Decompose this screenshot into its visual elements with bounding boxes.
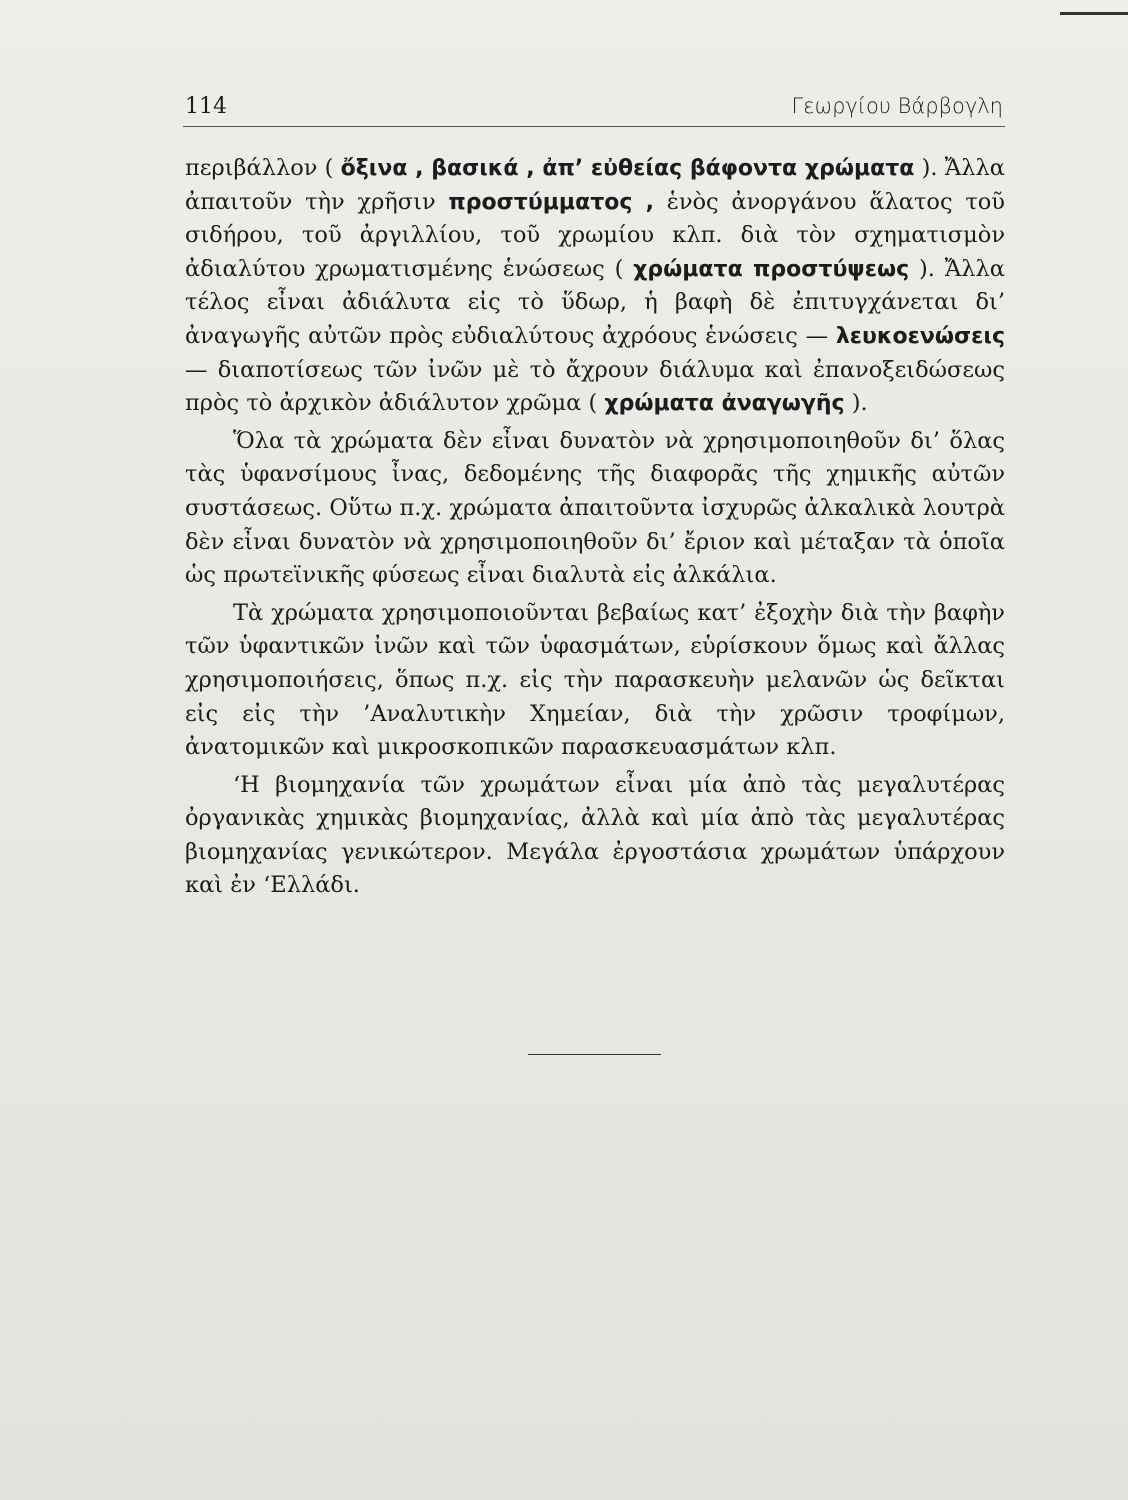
page-number: 114 — [185, 94, 227, 119]
running-title: Γεωργίου Βάρβογλη — [791, 94, 1003, 118]
end-rule — [528, 1054, 661, 1055]
text-run: ). — [844, 390, 868, 417]
scan-edge — [1060, 0, 1128, 15]
text-run: ‘Η βιομηχανία τῶν χρωμάτων εἶναι μία ἀπὸ τὰς μεγαλυτέρας ὀργανικὰς χημικὰς βιομηχανίας, ἀλλὰ καὶ μία ἀπὸ τὰς μεγαλυτέρας βιομηχανίας γενικώτερον. Μεγάλα ἐργοστάσια χρωμάτων ὑπάρχουν καὶ ἐν ‘Ελλάδι. — [185, 771, 1005, 899]
paragraph — [185, 425, 1005, 593]
body-text — [185, 152, 1005, 907]
page-header — [183, 92, 1005, 127]
paragraph — [185, 152, 1005, 421]
bold-term: χρώματα ἀναγωγῆς — [604, 391, 845, 417]
bold-term: λευκοενώσεις — [835, 323, 1005, 349]
text-run: Τὰ χρώματα χρησιμοποιοῦνται βεβαίως κατ’ ἐξοχὴν διὰ τὴν βαφὴν τῶν ὑφαντικῶν ἰνῶν καὶ τῶν ὑφασμάτων, εὑρίσκουν ὅμως καὶ ἄλλας χρησιμοποιήσεις, ὅπως π.χ. εἰς τὴν παρασκευὴν μελανῶν ὡς δεῖκται εἰς εἰς τὴν ’Αναλυτικὴν Χημείαν, διὰ τὴν χρῶσιν τροφίμων, ἀνατομικῶν καὶ μικροσκοπικῶν παρασκευασμάτων κλπ. — [185, 599, 1005, 761]
text-run: περιβάλλον ( — [185, 155, 341, 181]
bold-term: χρώματα προστύψεως — [633, 256, 910, 282]
text-run: ἑνὸς ἀνοργάνου ἅλατος τοῦ σιδήρου, τοῦ ἀργιλλίου, τοῦ χρωμίου κλπ. διὰ τὸν σχηματισμὸν ἀδιαλύτου χρωματισμένης ἑνώσεως ( — [185, 188, 1005, 282]
paragraph — [185, 769, 1005, 903]
paragraph — [185, 597, 1005, 765]
text-run: — διαποτίσεως τῶν ἰνῶν μὲ τὸ ἄχρουν διάλυμα καὶ ἐπανοξειδώσεως πρὸς τὸ ἀρχικὸν ἀδιάλυτον χρῶμα ( — [185, 356, 1005, 417]
text-run: ). Ἄλλα ἀπαιτοῦν τὴν χρῆσιν — [185, 155, 1005, 215]
text-run: ). Ἄλλα τέλος εἶναι ἀδιάλυτα εἰς τὸ ὕδωρ, ἡ βαφὴ δὲ ἐπιτυγχάνεται δι’ ἀναγωγῆς αὐτῶν πρὸς εὐδιαλύτους ἀχρόους ἑνώσεις — — [185, 255, 1005, 349]
bold-term: ὄξινα , βασικά , ἀπ’ εὐθείας βάφοντα χρώματα — [340, 156, 915, 181]
text-run: Ὅλα τὰ χρώματα δὲν εἶναι δυνατὸν νὰ χρησιμοποιηθοῦν δι’ ὅλας τὰς ὑφανσίμους ἶνας, δεδομένης τῆς διαφορᾶς τῆς χημικῆς αὐτῶν συστάσεως. Οὕτω π.χ. χρώματα ἀπαιτοῦντα ἰσχυρῶς ἀλκαλικὰ λουτρὰ δὲν εἶναι δυνατὸν νὰ χρησιμοποιηθοῦν δι’ ἔριον καὶ μέταξαν τὰ ὁποῖα ὡς πρωτεϊνικῆς φύσεως εἶναι διαλυτὰ εἰς ἀλκάλια. — [185, 427, 1005, 589]
bold-term: προστύμματος , — [448, 189, 654, 215]
